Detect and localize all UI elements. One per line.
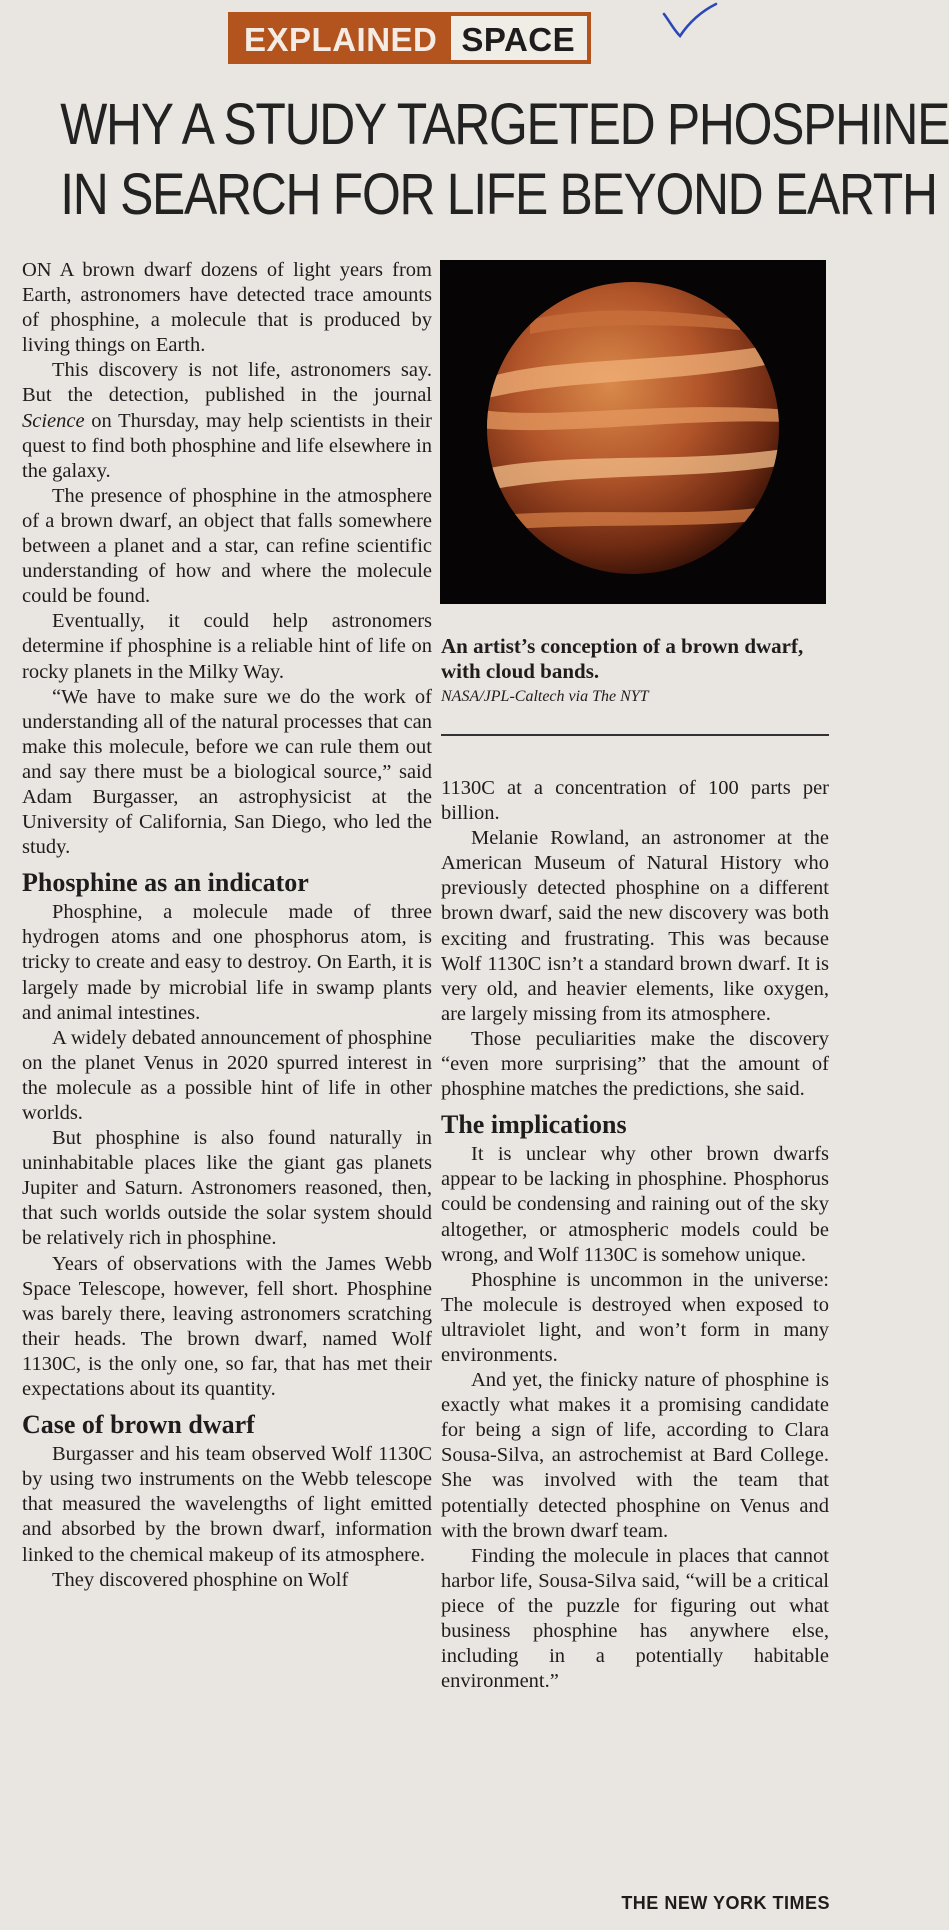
paragraph: Those peculiarities make the discovery “even more surprising” that the amount of phosphine matches the predictions, she said.: [441, 1027, 829, 1101]
paragraph: 1130C at a concentration of 100 parts per billion.: [441, 777, 829, 825]
headline-line-1: WHY A STUDY TARGETED PHOSPHINE: [60, 92, 949, 157]
paragraph: Phosphine, a molecule made of three hydrogen atoms and one phosphorus atom, is tricky to create and easy to destroy. On Earth, it is largely made by microbial life in swamp plants and animal intestines.: [22, 901, 432, 1024]
paragraph: ON A brown dwarf dozens of light years from Earth, astronomers have detected trace amounts of phosphine, a molecule that is produced by living things on Earth.: [22, 259, 432, 357]
paragraph: “We have to make sure we do the work of understanding all of the natural processes that can make this molecule, before we can rule them out and say there must be a biological source,” said Adam Burgasser, an astrophysicist at the University of California, San Diego, who led the study.: [22, 685, 432, 859]
paragraph: They discovered phosphine on Wolf: [52, 1568, 349, 1591]
paragraph: This discovery is not life, astronomers say. But the detection, published in the journal Science on Thursday, may help scientists in their quest to find both phosphine and life elsewhere in the galaxy.: [22, 359, 432, 482]
paragraph: Burgasser and his team observed Wolf 1130C by using two instruments on the Webb telescope that measured the wavelengths of light emitted and absorbed by the brown dwarf, information linked to the chemical makeup of its atmosphere.: [22, 1443, 432, 1566]
headline-line-2: IN SEARCH FOR LIFE BEYOND EARTH: [60, 162, 937, 227]
section-tag: [228, 12, 591, 64]
subheading: Case of brown dwarf: [22, 1410, 255, 1440]
paragraph: The presence of phosphine in the atmosphere of a brown dwarf, an object that falls somewhere between a planet and a star, can refine scientific understanding of how and where the molecule could be found.: [22, 484, 432, 608]
article-column-2: [441, 776, 829, 1694]
paragraph: Phosphine is uncommon in the universe: The molecule is destroyed when exposed to ultraviolet light, and won’t form in many environments.: [441, 1268, 829, 1366]
subheading: The implications: [441, 1110, 627, 1140]
paragraph: It is unclear why other brown dwarfs appear to be lacking in phosphine. Phosphorus could be condensing and raining out of the sky altogether, or atmospheric models could be wrong, and Wolf 1130C is somehow unique.: [441, 1143, 829, 1266]
image-credit: NASA/JPL-Caltech via The NYT: [441, 688, 649, 705]
image-caption: An artist’s conception of a brown dwarf, with cloud bands.: [441, 634, 804, 683]
checkmark-icon: [660, 2, 720, 42]
paragraph: Melanie Rowland, an astronomer at the American Museum of Natural History who previously detected phosphine on a different brown dwarf, said the new discovery was both exciting and frustrating. This was because Wolf 1130C isn’t a standard brown dwarf. It is very old, and heavier elements, like oxygen, are largely missing from its atmosphere.: [441, 827, 829, 1025]
journal-name: Science: [22, 409, 85, 432]
article-column-1: [22, 258, 432, 1593]
source-signoff: THE NEW YORK TIMES: [621, 1893, 830, 1913]
brown-dwarf-image: [440, 260, 826, 604]
headline: [60, 90, 949, 230]
paragraph: Eventually, it could help astronomers determine if phosphine is a reliable hint of life on rocky planets in the Milky Way.: [22, 610, 432, 683]
paragraph: A widely debated announcement of phosphine on the planet Venus in 2020 spurred interest in the molecule as a possible hint of life in other worlds.: [22, 1026, 432, 1124]
paragraph: And yet, the finicky nature of phosphine is exactly what makes it a promising candidate for being a sign of life, according to Clara Sousa-Silva, an astrochemist at Bard College. She was involved with the team that potentially detected phosphine on Venus and with the brown dwarf team.: [441, 1369, 829, 1542]
paragraph: Finding the molecule in places that cannot harbor life, Sousa-Silva said, “will be a critical piece of the puzzle for figuring out what business phosphine has anywhere else, including in a potentially habitable environment.”: [441, 1544, 829, 1693]
topic-label: SPACE: [451, 16, 587, 60]
caption-divider: [441, 734, 829, 736]
paragraph: Years of observations with the James Webb Space Telescope, however, fell short. Phosphine was barely there, leaving astronomers scratching their heads. The brown dwarf, named Wolf 1130C, is the only one, so far, that has met their expectations about its quantity.: [22, 1252, 432, 1401]
section-label: EXPLAINED: [232, 16, 451, 60]
paragraph: But phosphine is also found naturally in uninhabitable places like the giant gas planets Jupiter and Saturn. Astronomers reasoned, then, that such worlds outside the solar system should be relatively rich in phosphine.: [22, 1127, 432, 1250]
image-caption-block: [441, 634, 831, 708]
subheading: Phosphine as an indicator: [22, 868, 309, 898]
